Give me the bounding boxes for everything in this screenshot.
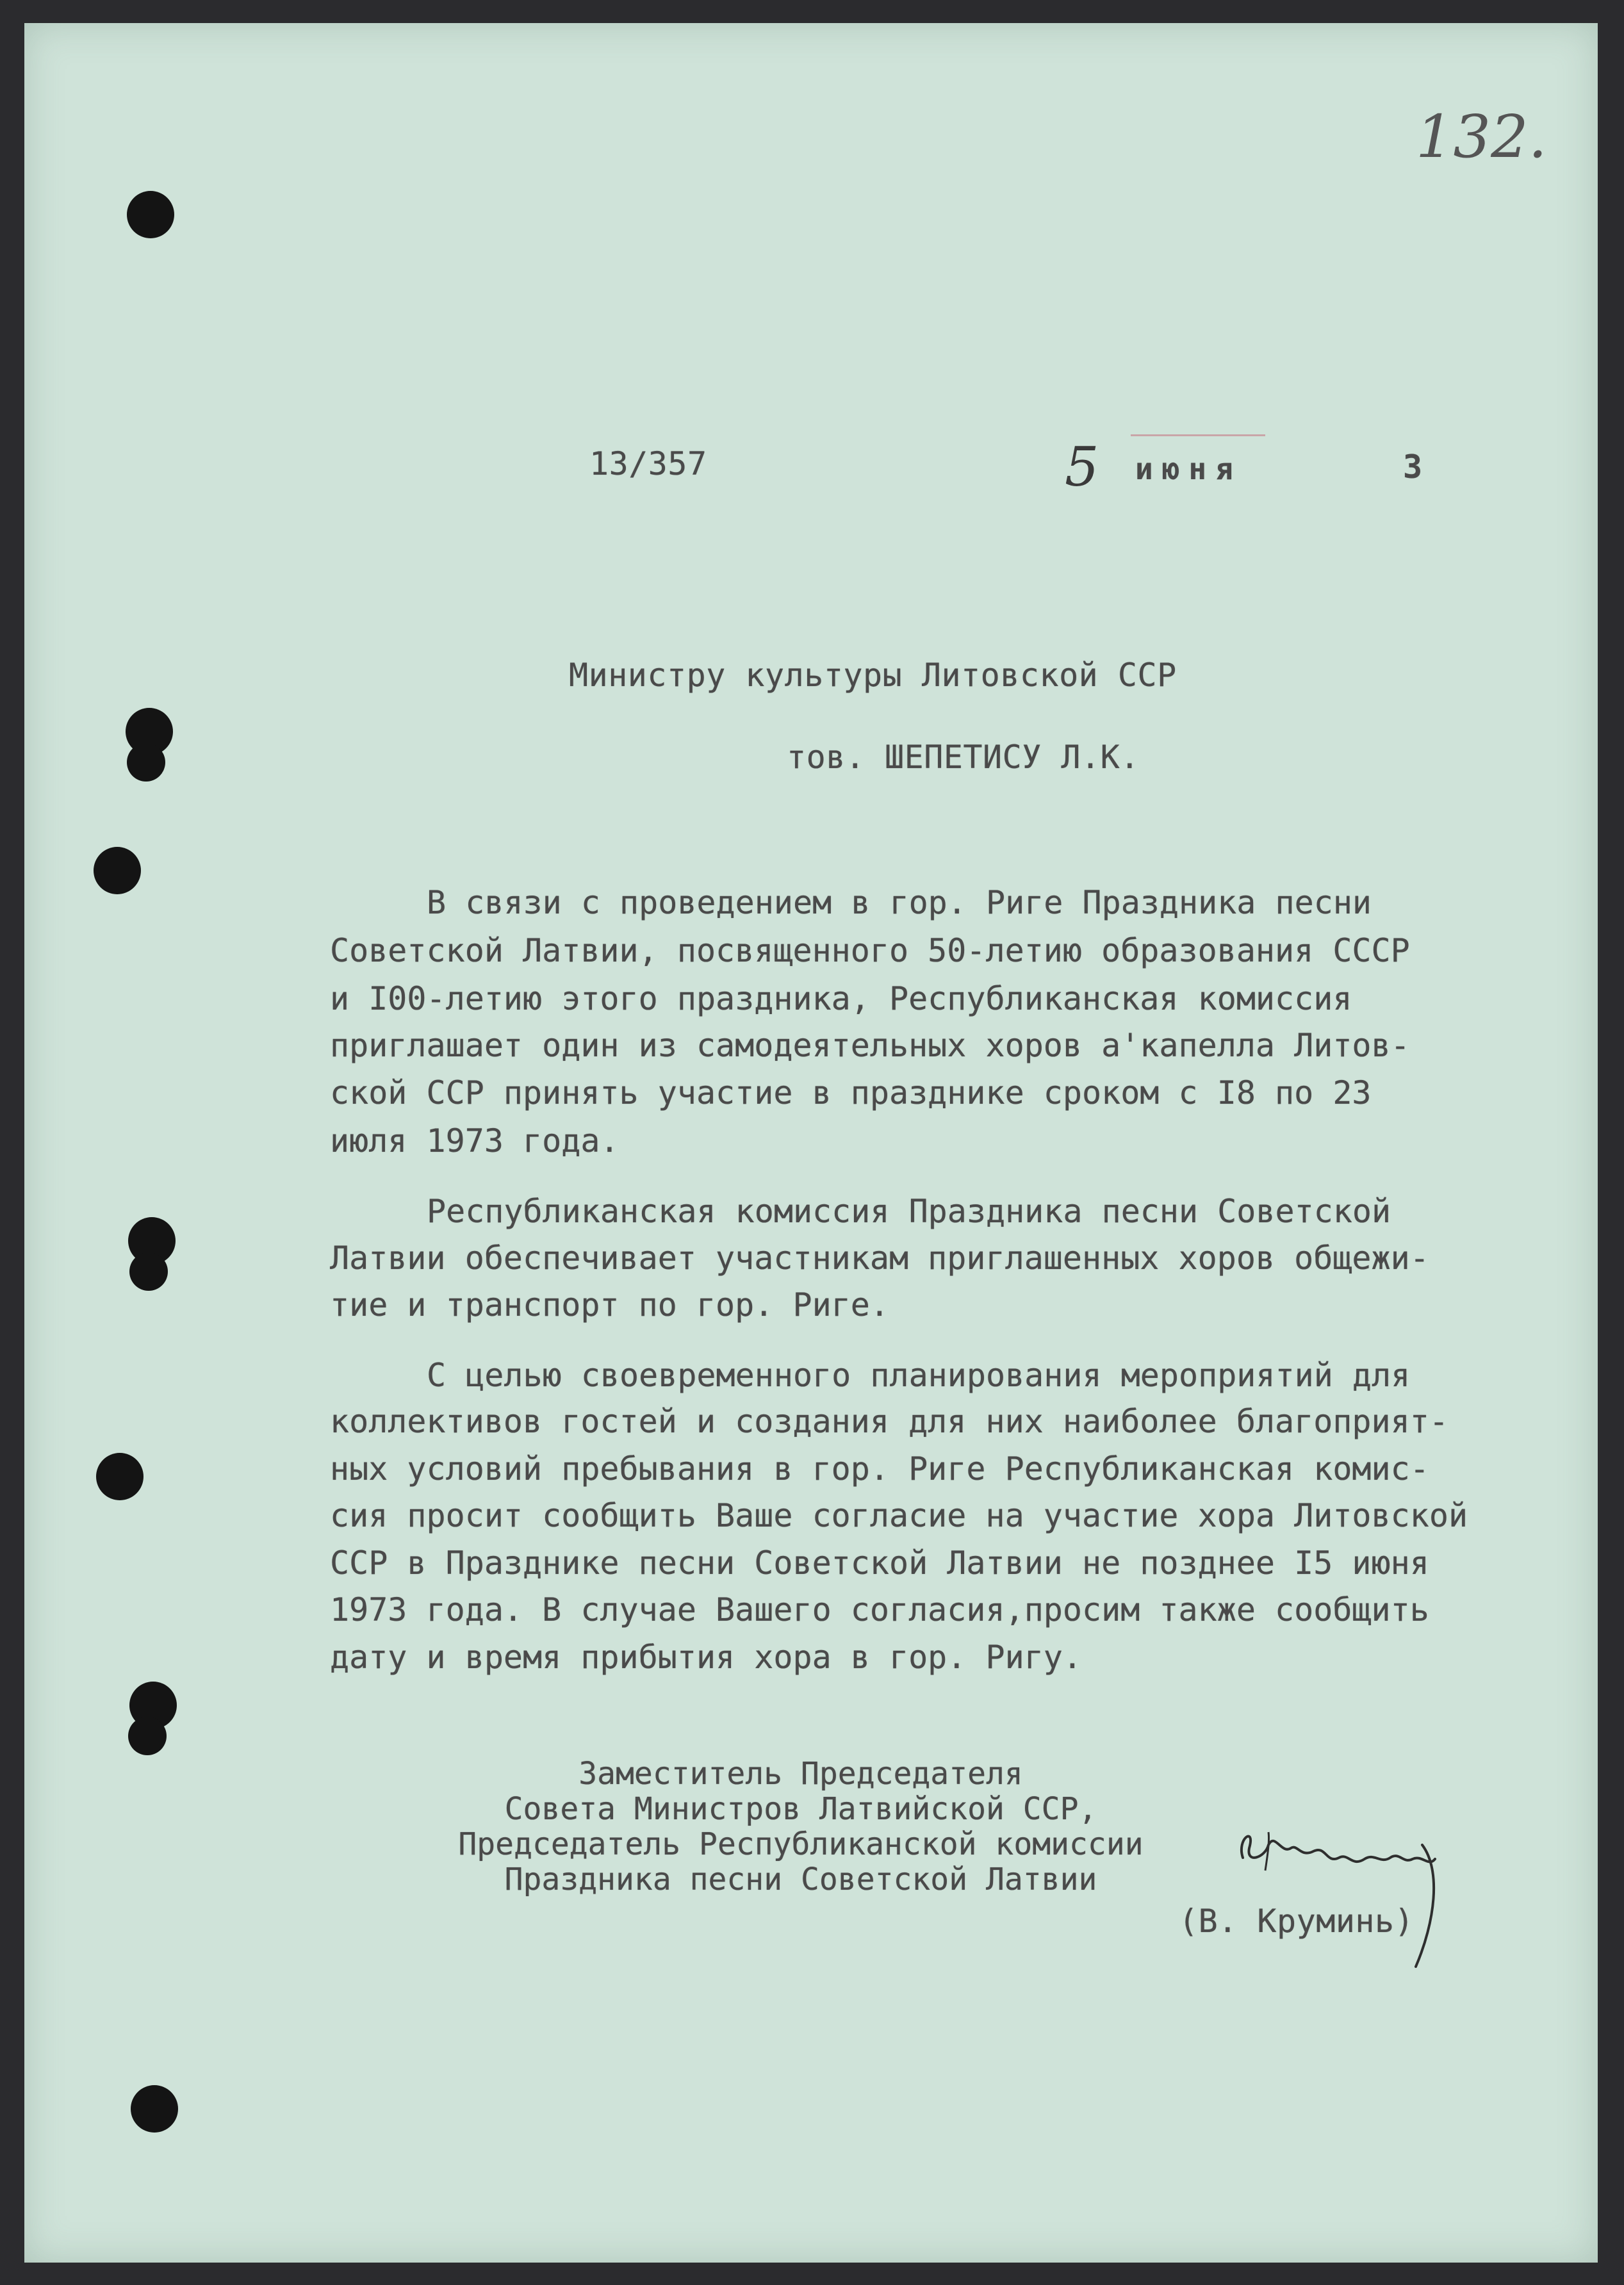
paragraph-2-line: Республиканская комиссия Праздника песни Советской bbox=[427, 1193, 1391, 1230]
paragraph-1-line: ской ССР принять участие в празднике сроком с I8 по 23 bbox=[330, 1074, 1372, 1111]
signature-title-line: Заместитель Председателя bbox=[578, 1756, 1023, 1792]
addressee-line-1: Министру культуры Литовской ССР bbox=[569, 657, 1177, 694]
punch-hole bbox=[127, 743, 165, 782]
paragraph-3-line: С целью своевременного планирования мероприятий для bbox=[427, 1357, 1411, 1394]
punch-hole bbox=[131, 2085, 178, 2133]
date-year-fragment: 3 bbox=[1403, 448, 1423, 486]
paragraph-3-line: 1973 года. В случае Вашего согласия,просим также сообщить bbox=[330, 1591, 1429, 1628]
signatory-name: (В. Круминь) bbox=[1179, 1903, 1415, 1940]
signature-title-line: Совета Министров Латвийской ССР, bbox=[504, 1791, 1097, 1827]
date-underline bbox=[1131, 434, 1265, 436]
paragraph-1-line: В связи с проведением в гор. Риге Праздника песни bbox=[427, 884, 1372, 921]
paragraph-1-line: приглашает один из самодеятельных хоров а'капелла Литов- bbox=[330, 1027, 1410, 1064]
date-month: июня bbox=[1135, 452, 1242, 486]
signature-title-line: Праздника песни Советской Латвии bbox=[504, 1862, 1097, 1897]
punch-hole bbox=[128, 1717, 167, 1755]
paragraph-3-line: коллективов гостей и создания для них наиболее благоприят- bbox=[330, 1403, 1448, 1440]
punch-hole bbox=[96, 1453, 144, 1500]
paragraph-1-line: июля 1973 года. bbox=[330, 1122, 619, 1159]
paragraph-3-line: сия просит сообщить Ваше согласие на участие хора Литовской bbox=[330, 1497, 1468, 1534]
archive-page-number: 132. bbox=[1416, 102, 1547, 171]
paragraph-1-line: и I00-летию этого праздника, Республиканская комиссия bbox=[330, 980, 1352, 1017]
punch-hole bbox=[94, 847, 141, 894]
punch-hole bbox=[127, 191, 174, 238]
paragraph-1-line: Советской Латвии, посвященного 50-летию образования СССР bbox=[330, 932, 1410, 969]
signature-title-line: Председатель Республиканской комиссии bbox=[458, 1826, 1144, 1862]
date-day: 5 bbox=[1065, 436, 1099, 498]
reference-number: 13/357 bbox=[589, 445, 707, 482]
paragraph-3-line: дату и время прибытия хора в гор. Ригу. bbox=[330, 1639, 1082, 1676]
addressee-line-2: тов. ШЕПЕТИСУ Л.К. bbox=[787, 739, 1140, 776]
paragraph-2-line: Латвии обеспечивает участникам приглашенных хоров общежи- bbox=[330, 1240, 1429, 1277]
paragraph-3-line: ССР в Празднике песни Советской Латвии не позднее I5 июня bbox=[330, 1544, 1429, 1582]
paragraph-3-line: ных условий пребывания в гор. Риге Республиканская комис- bbox=[330, 1450, 1429, 1487]
punch-hole bbox=[129, 1252, 168, 1291]
paragraph-2-line: тие и транспорт по гор. Риге. bbox=[330, 1286, 889, 1323]
